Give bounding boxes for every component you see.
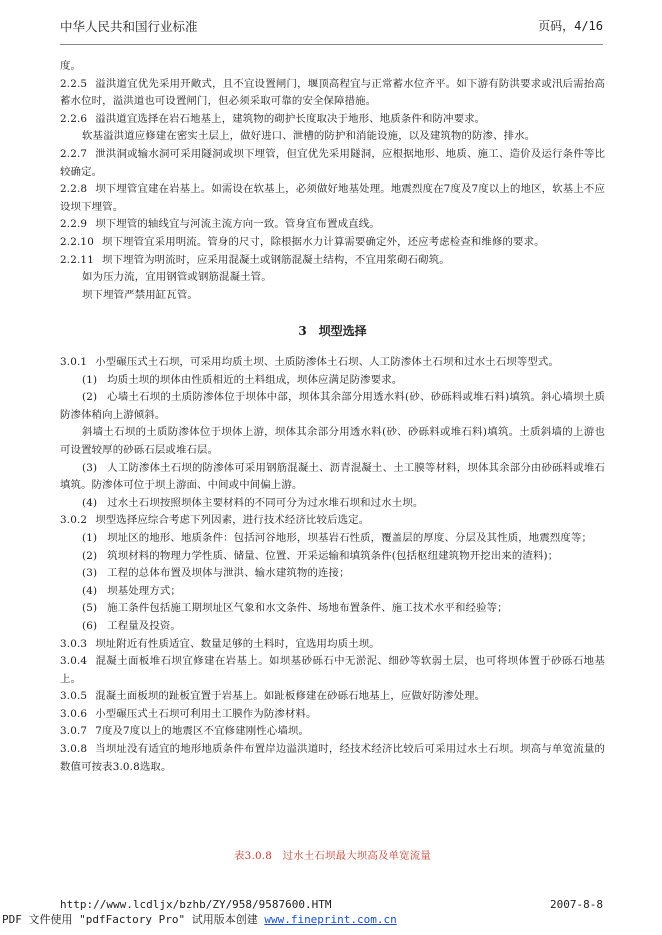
clause-3-0-2-item-2: (2) 筑坝材料的物理力学性质、储量、位置、开采运输和填筑条件(包括枢纽建筑物开挖出来的渣料)； bbox=[82, 549, 559, 562]
page-header bbox=[60, 17, 603, 37]
pdf-creator-notice bbox=[2, 911, 662, 927]
clause-3-0-2: 3.0.2 坝型选择应综合考虑下列因素，进行技术经济比较后选定。 bbox=[60, 514, 370, 527]
clause-3-0-2-item-4: (4) 坝基处理方式； bbox=[82, 584, 181, 597]
table-caption: 表3.0.8 过水土石坝最大坝高及单宽流量 bbox=[234, 850, 431, 862]
clause-3-0-8: 3.0.8 当坝址没有适宜的地形地质条件布置岸边溢洪道时，经技术经济比较后可采用过水土石坝。坝高与单宽流量的数值可按表3.0.8选取。 bbox=[60, 743, 605, 773]
clause-2-2-6: 2.2.6 溢洪道宜选择在岩石地基上，建筑物的砌护长度取决于地形、地质条件和防冲要求。 bbox=[60, 112, 486, 125]
clause-3-0-2-item-1: (1) 坝址区的地形、地质条件：包括河谷地形，坝基岩石性质，覆盖层的厚度、分层及其性质，地震烈度等； bbox=[82, 531, 593, 544]
clause-2-2-7: 2.2.7 泄洪洞或输水洞可采用隧洞或坝下埋管，但宜优先采用隧洞，应根据地形、地质、施工、造价及运行条件等比较确定。 bbox=[60, 147, 605, 178]
lead-text: 度。 bbox=[60, 60, 82, 72]
page-footer bbox=[60, 898, 603, 912]
clause-3-0-6: 3.0.6 小型碾压式土石坝可利用土工膜作为防渗材料。 bbox=[60, 707, 317, 720]
clause-2-2-5: 2.2.5 溢洪道宜优先采用开敞式，且不宜设置闸门，堰顶高程宜与正常蓄水位齐平。如下游有防洪要求或汛后需抬高蓄水位时，溢洪道也可设置闸门，但必须采取可靠的安全保障措施。 bbox=[60, 77, 605, 108]
clause-3-0-1-item-3: (3) 人工防渗体土石坝的防渗体可采用钢筋混凝土、沥青混凝土、土工膜等材料，坝体其余部分由砂砾料或堆石填筑。防渗体可位于坝上游面、中间或中间偏上游。 bbox=[60, 461, 605, 492]
section-3-heading: 3 坝型选择 bbox=[298, 324, 367, 338]
footer-date: 2007-8-8 bbox=[550, 898, 603, 911]
clause-2-2-11-cont-1: 如为压力流，宜用钢管或钢筋混凝土管。 bbox=[82, 271, 272, 284]
clause-3-0-2-item-6: (6) 工程量及投资。 bbox=[82, 619, 181, 632]
clause-3-0-1-item-2-cont: 斜墙土石坝的土质防渗体位于坝体上游，坝体其余部分用透水料(砂、砂砾料或堆石料)填筑。土质斜墙的上游也可设置较厚的砂砾石层或堆石层。 bbox=[60, 426, 605, 456]
page-number: 页码，4/16 bbox=[538, 19, 603, 33]
footer-url[interactable]: http://www.lcdljx/bzhb/ZY/958/9587600.HTM bbox=[60, 898, 332, 911]
clause-3-0-5: 3.0.5 混凝土面板坝的趾板宜置于岩基上。如趾板修建在砂砾石地基上，应做好防渗处理。 bbox=[60, 690, 486, 703]
clause-2-2-11: 2.2.11 坝下埋管为明流时，应采用混凝土或钢筋混凝土结构，不宜用浆砌石砌筑。 bbox=[60, 253, 450, 266]
clause-3-0-1-item-1: (1) 均质土坝的坝体由性质相近的土料组成，坝体应满足防渗要求。 bbox=[82, 373, 403, 386]
clause-3-0-7: 3.0.7 7度及7度以上的地震区不宜修建刚性心墙坝。 bbox=[60, 725, 309, 738]
clause-2-2-10: 2.2.10 坝下埋管宜采用明流。管身的尺寸，除根据水力计算需要确定外，还应考虑检查和维修的要求。 bbox=[60, 235, 545, 248]
clause-3-0-1-item-2: (2) 心墙土石坝的土质防渗体位于坝体中部，坝体其余部分用透水料(砂、砂砾料或堆石料)填筑。斜心墙坝土质防渗体稍向上游倾斜。 bbox=[60, 391, 605, 421]
clause-3-0-2-item-5: (5) 施工条件包括施工期坝址区气象和水文条件、场地布置条件、施工技术水平和经验等； bbox=[82, 602, 508, 615]
clause-3-0-1: 3.0.1 小型碾压式土石坝，可采用均质土坝、土质防渗体土石坝、人工防渗体土石坝和过水土石坝等型式。 bbox=[60, 356, 559, 368]
clause-3-0-3: 3.0.3 坝址附近有性质适宜、数量足够的土料时，宜选用均质土坝。 bbox=[60, 637, 380, 650]
clause-3-0-4: 3.0.4 混凝土面板堆石坝宜修建在岩基上。如坝基砂砾石中无淤泥、细砂等软弱土层，也可将坝体置于砂砾石地基上。 bbox=[60, 655, 605, 685]
clause-2-2-11-cont-2: 坝下埋管严禁用缸瓦管。 bbox=[82, 288, 198, 301]
clause-3-0-1-item-4: (4) 过水土石坝按照坝体主要材料的不同可分为过水堆石坝和过水土坝。 bbox=[82, 496, 424, 509]
section-2-2-text bbox=[60, 58, 605, 304]
pdf-notice-text: PDF 文件使用 "pdfFactory Pro" 试用版本创建 bbox=[2, 913, 265, 926]
clause-2-2-6-cont: 软基溢洪道应修建在密实土层上，做好进口、泄槽的防护和消能设施，以及建筑物的防渗、排水。 bbox=[82, 130, 536, 143]
header-divider bbox=[60, 44, 603, 45]
clause-2-2-8: 2.2.8 坝下埋管宜建在岩基上。如需设在软基上，必须做好地基处理。地震烈度在7度及7度以上的地区，软基上不应设坝下埋管。 bbox=[60, 183, 605, 213]
clause-3-0-2-item-3: (3) 工程的总体布置及坝体与泄洪、输水建筑物的连接； bbox=[82, 567, 350, 580]
fineprint-link[interactable]: www.fineprint.com.cn bbox=[264, 913, 397, 926]
document-title: 中华人民共和国行业标准 bbox=[60, 19, 198, 34]
clause-2-2-9: 2.2.9 坝下埋管的轴线宜与河流主流方向一致。管身宜布置成直线。 bbox=[60, 218, 380, 231]
section-3-text bbox=[60, 354, 605, 776]
